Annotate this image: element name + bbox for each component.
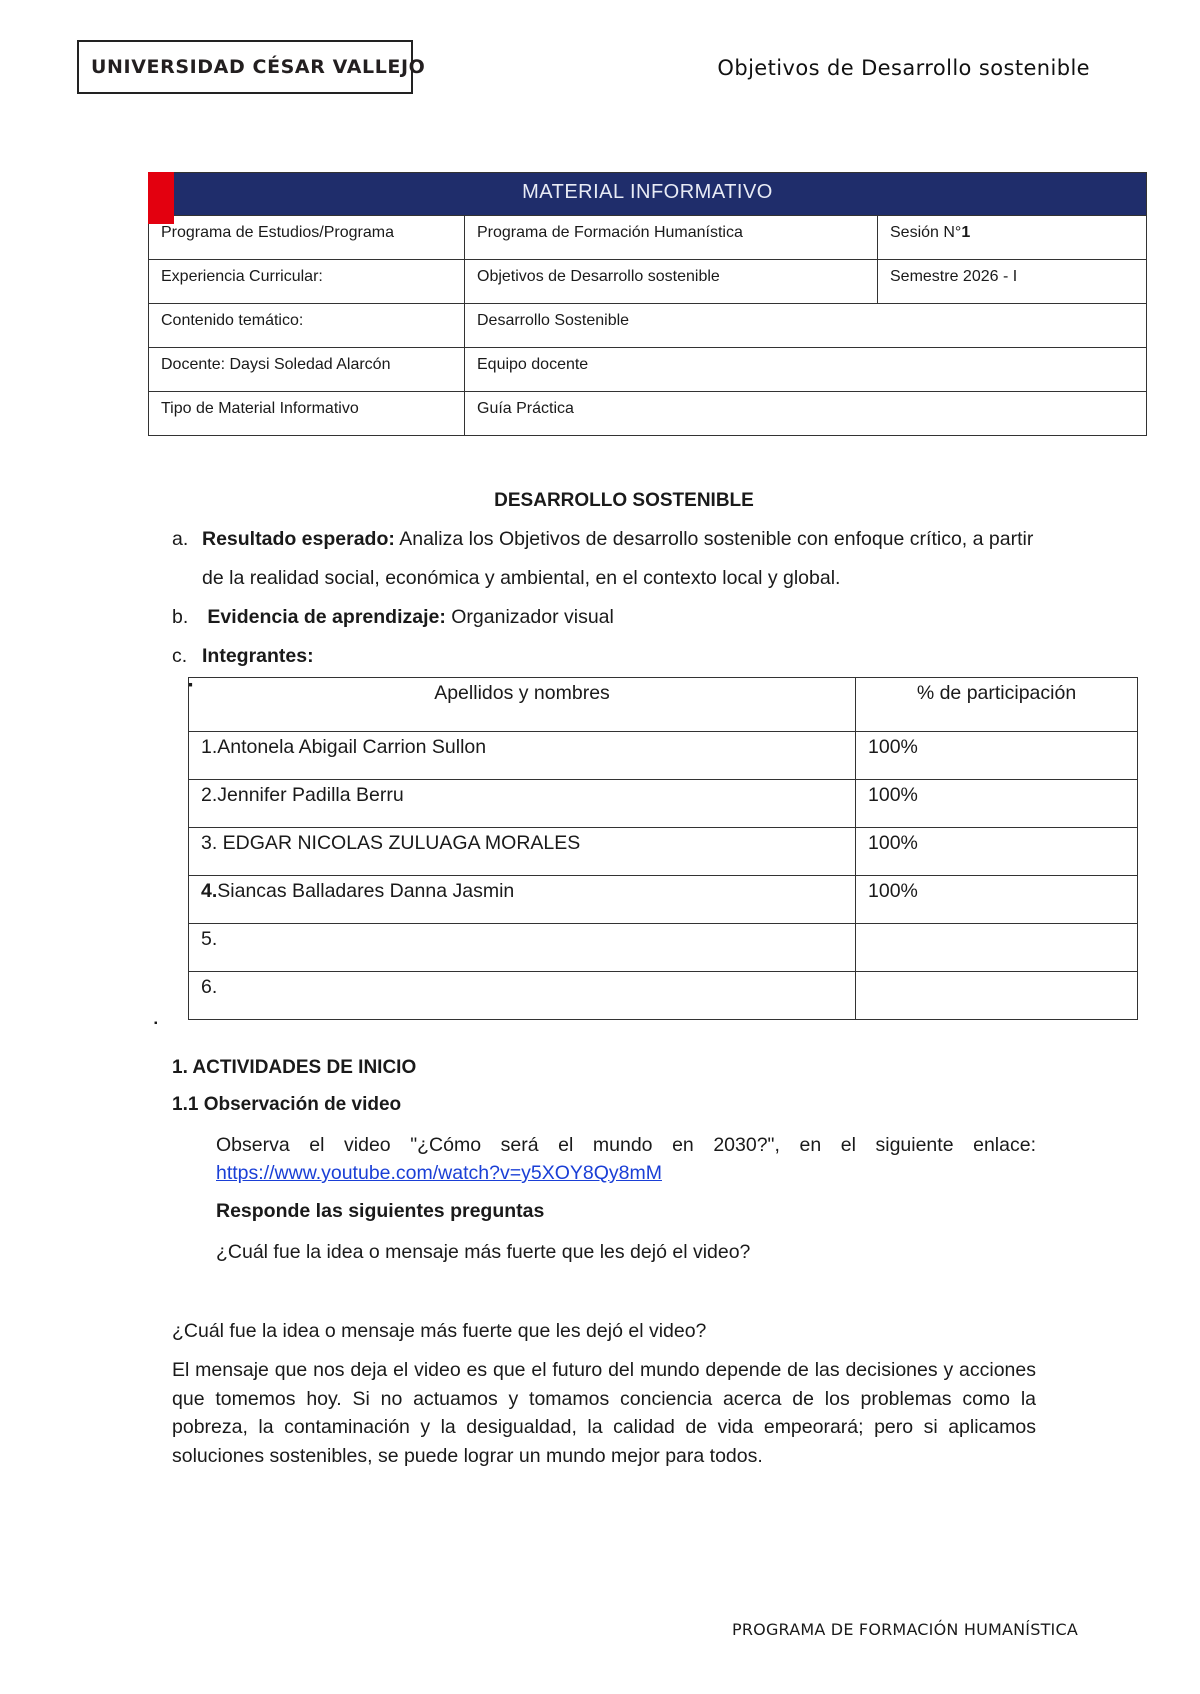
info-extra: Semestre 2026 - I	[878, 260, 1147, 304]
list-marker: b.	[172, 606, 189, 628]
member-name: 6.	[189, 972, 856, 1020]
red-accent	[148, 172, 174, 224]
list-marker: a.	[172, 528, 189, 550]
answer-paragraph: El mensaje que nos deja el video es que el futuro del mundo depende de las decisiones y acciones que tomemos hoy. Si no actuamos y tomamos conciencia acerca de los problemas como la pobreza, la contaminación y la desigualdad, la calidad de vida empeorará; pero si aplicamos soluciones sostenibles, se puede lograr un mundo mejor para todos.	[172, 1359, 1036, 1467]
info-table-heading	[149, 173, 1147, 216]
info-value: Desarrollo Sostenible	[465, 304, 1147, 348]
university-logo	[77, 40, 426, 94]
item-label: Resultado esperado:	[202, 528, 395, 550]
list-item	[172, 598, 1152, 637]
table-row	[149, 392, 1147, 436]
table-row	[189, 924, 1138, 972]
list-item	[172, 637, 1152, 676]
item-text-cont: de la realidad social, económica y ambiental, en el contexto local y global.	[202, 567, 841, 589]
table-row	[189, 876, 1138, 924]
table-row	[149, 348, 1147, 392]
questions-heading: Responde las siguientes preguntas	[216, 1200, 545, 1222]
objectives-list	[172, 520, 1152, 676]
list-item-cont	[172, 559, 1152, 598]
session-label: Sesión N°	[890, 224, 962, 241]
table-row	[189, 828, 1138, 876]
course-title: Objetivos de Desarrollo sostenible	[717, 56, 1090, 80]
list-marker: c.	[172, 645, 188, 667]
section-title: DESARROLLO SOSTENIBLE	[494, 490, 754, 511]
info-label: Programa de Estudios/Programa	[149, 216, 465, 260]
member-pct: 100%	[856, 828, 1138, 876]
table-row	[189, 780, 1138, 828]
member-pct: 100%	[856, 780, 1138, 828]
member-name: 1.Antonela Abigail Carrion Sullon	[189, 732, 856, 780]
item-text: Organizador visual	[445, 606, 614, 628]
info-value: Guía Práctica	[465, 392, 1147, 436]
question: ¿Cuál fue la idea o mensaje más fuerte que les dejó el video?	[216, 1241, 751, 1263]
bullet-mark: ▪	[188, 676, 193, 692]
info-label: Docente: Daysi Soledad Alarcón	[149, 348, 465, 392]
member-name: 5.	[189, 924, 856, 972]
info-label: Contenido temático:	[149, 304, 465, 348]
members-table	[188, 677, 1138, 1020]
activities-subheading: 1.1 Observación de video	[172, 1094, 402, 1115]
bullet-mark: ▪	[154, 1018, 158, 1029]
item-label: Evidencia de aprendizaje:	[207, 606, 446, 628]
info-label: Tipo de Material Informativo	[149, 392, 465, 436]
info-value: Programa de Formación Humanística	[465, 216, 878, 260]
member-name	[189, 876, 856, 924]
item-text: Analiza los Objetivos de desarrollo sostenible con enfoque crítico, a partir	[394, 528, 1034, 550]
column-header-names: Apellidos y nombres	[189, 678, 856, 732]
info-value: Objetivos de Desarrollo sostenible	[465, 260, 878, 304]
info-value: Equipo docente	[465, 348, 1147, 392]
column-header-participation: % de participación	[856, 678, 1138, 732]
info-extra	[878, 216, 1147, 260]
info-heading-text: MATERIAL INFORMATIVO	[522, 181, 773, 203]
footer-text: PROGRAMA DE FORMACIÓN HUMANÍSTICA	[732, 1620, 1078, 1639]
logo-text: UNIVERSIDAD CÉSAR VALLEJO	[91, 56, 426, 78]
item-label: Integrantes:	[202, 645, 314, 667]
member-pct: 100%	[856, 732, 1138, 780]
member-pct	[856, 924, 1138, 972]
table-row	[189, 972, 1138, 1020]
table-row	[189, 732, 1138, 780]
list-item	[172, 520, 1152, 559]
info-table	[148, 172, 1147, 436]
session-number: 1	[961, 224, 971, 241]
table-row	[149, 260, 1147, 304]
member-pct	[856, 972, 1138, 1020]
table-row	[149, 304, 1147, 348]
video-instruction: Observa el video "¿Cómo será el mundo en 2030?", en el siguiente enlace:	[216, 1134, 1036, 1156]
member-number: 4.	[201, 880, 218, 902]
table-row	[149, 216, 1147, 260]
activities-heading: 1. ACTIVIDADES DE INICIO	[172, 1057, 417, 1078]
info-label: Experiencia Curricular:	[149, 260, 465, 304]
question-repeat: ¿Cuál fue la idea o mensaje más fuerte que les dejó el video?	[172, 1320, 707, 1342]
video-link[interactable]: https://www.youtube.com/watch?v=y5XOY8Qy8mM	[216, 1162, 662, 1184]
member-name: 3. EDGAR NICOLAS ZULUAGA MORALES	[189, 828, 856, 876]
member-pct: 100%	[856, 876, 1138, 924]
member-name-text: Siancas Balladares Danna Jasmin	[217, 880, 515, 902]
member-name: 2.Jennifer Padilla Berru	[189, 780, 856, 828]
